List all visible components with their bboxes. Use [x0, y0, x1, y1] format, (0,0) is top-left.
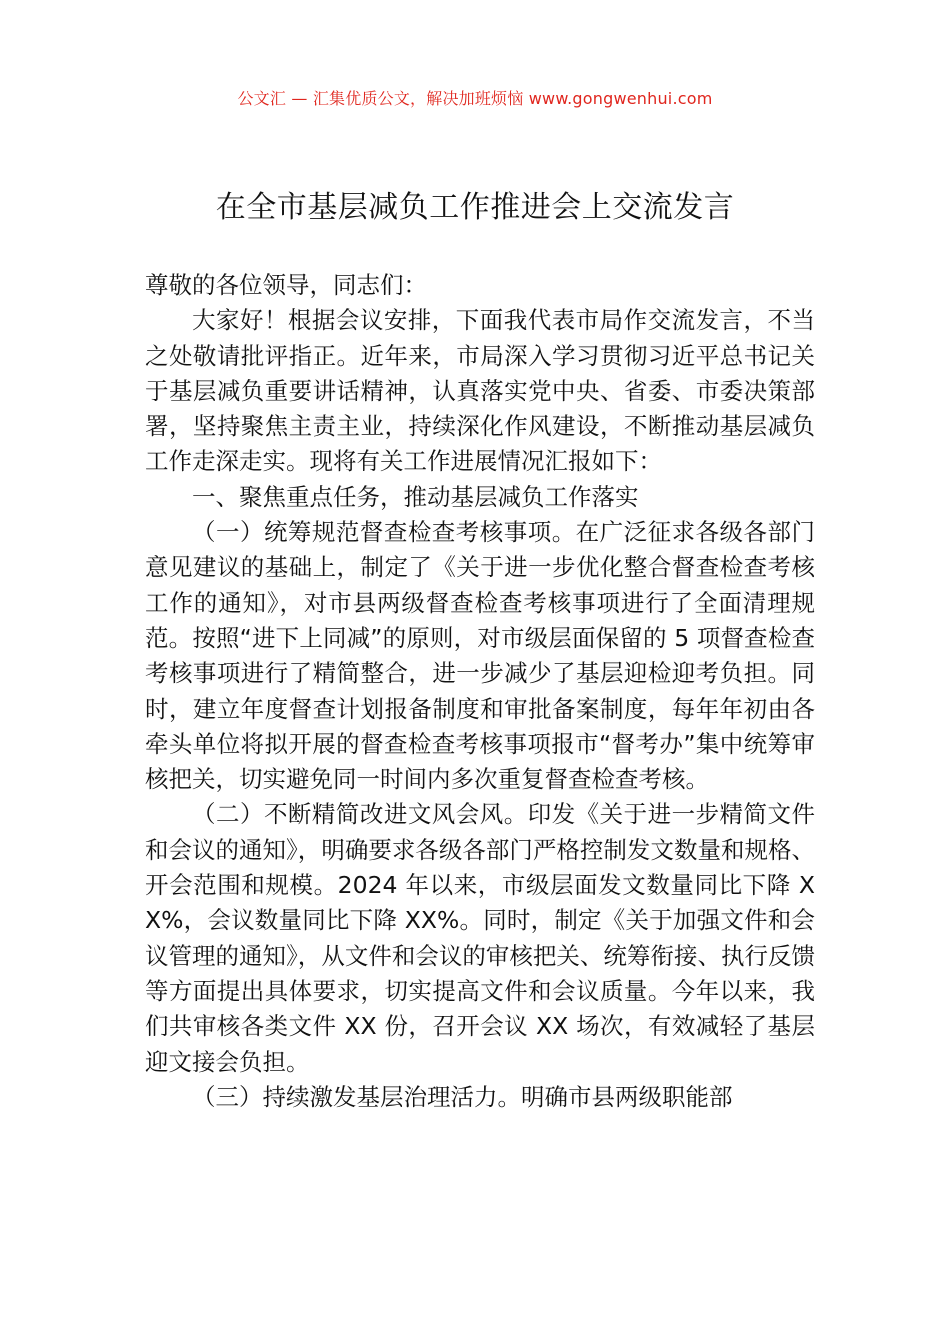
salutation: 尊敬的各位领导，同志们： — [145, 271, 427, 299]
paragraph-intro: 大家好！根据会议安排，下面我代表市局作交流发言，不当之处敬请批评指正。近年来，市局深入学习贯彻习近平总书记关于基层减负重要讲话精神，认真落实党中央、省委、市委决策部署，坚持聚焦主责主业，持续深化作风建设，不断推动基层减负工作走深走实。现将有关工作进展情况汇报如下： — [145, 306, 815, 476]
paragraph-subsection-1: （一）统筹规范督查检查考核事项。在广泛征求各级各部门意见建议的基础上，制定了《关于进一步优化整合督查检查考核工作的通知》，对市县两级督查检查考核事项进行了全面清理规范。按照“进下上同减”的原则，对市级层面保留的 5 项督查检查考核事项进行了精简整合，进一步减少了基层迎检迎考负担。同时，建立年度督查计划报备制度和审批备案制度，每年年初由各牵头单位将拟开展的督查检查考核事项报市“督考办”集中统筹审核把关，切实避免同一时间内多次重复督查检查考核。 — [145, 518, 815, 794]
document-body — [145, 268, 815, 1115]
site-header-banner: 公文汇 — 汇集优质公文，解决加班烦恼 www.gongwenhui.com — [237, 89, 713, 108]
document-title: 在全市基层减负工作推进会上交流发言 — [215, 190, 735, 225]
section-heading-1: 一、聚焦重点任务，推动基层减负工作落实 — [192, 482, 639, 511]
paragraph-subsection-3: （三）持续激发基层治理活力。明确市县两级职能部 — [192, 1082, 733, 1111]
paragraph-subsection-2: （二）不断精简改进文风会风。印发《关于进一步精简文件和会议的通知》，明确要求各级各部门严格控制发文数量和规格、开会范围和规模。2024 年以来，市级层面发文数量同比下降 XX%，会议数量同比下降 XX%。同时，制定《关于加强文件和会议管理的通知》，从文件和会议的审核把关、统筹衔接、执行反馈等方面提出具体要求，切实提高文件和会议质量。今年以来，我们共审核各类文件 XX 份，召开会议 XX 场次，有效减轻了基层迎文接会负担。 — [145, 800, 815, 1076]
